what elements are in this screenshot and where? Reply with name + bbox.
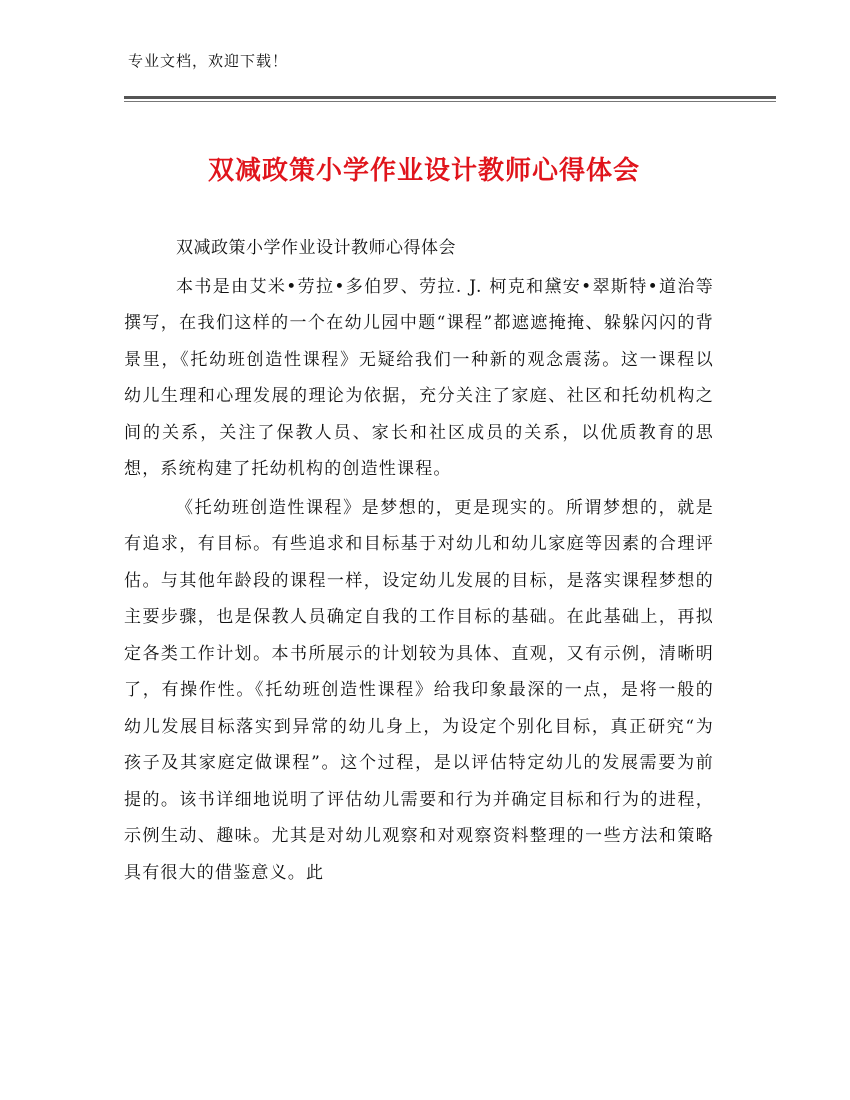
document-body [124,230,714,893]
body-paragraph: 本书是由艾米•劳拉•多伯罗、劳拉. J. 柯克和黛安•翠斯特•道治等撰写，在我们这样的一个在幼儿园中题“课程”都遮遮掩掩、躲躲闪闪的背景里，《托幼班创造性课程》无疑给我们一种新的观念震荡。这一课程以幼儿生理和心理发展的理论为依据，充分关注了家庭、社区和托幼机构之间的关系，关注了保教人员、家长和社区成员的关系，以优质教育的思想，系统构建了托幼机构的创造性课程。 [124,276,714,479]
document-subheading: 双减政策小学作业设计教师心得体会 [176,238,456,258]
body-paragraph: 《托幼班创造性课程》是梦想的，更是现实的。所谓梦想的，就是有追求，有目标。有些追求和目标基于对幼儿和幼儿家庭等因素的合理评估。与其他年龄段的课程一样，设定幼儿发展的目标，是落实课程梦想的主要步骤，也是保教人员确定自我的工作目标的基础。在此基础上，再拟定各类工作计划。本书所展示的计划较为具体、直观，又有示例，清晰明了，有操作性。《托幼班创造性课程》给我印象最深的一点，是将一般的幼儿发展目标落实到异常的幼儿身上，为设定个别化目标，真正研究“为孩子及其家庭定做课程”。这个过程，是以评估特定幼儿的发展需要为前提的。该书详细地说明了评估幼儿需要和行为并确定目标和行为的进程，示例生动、趣味。尤其是对幼儿观察和对观察资料整理的一些方法和策略具有很大的借鉴意义。此 [124,497,714,883]
header-divider-thin [124,101,776,102]
header-divider-thick [124,96,776,99]
document-title: 双减政策小学作业设计教师心得体会 [207,156,640,186]
header-note: 专业文档，欢迎下载！ [128,52,289,70]
